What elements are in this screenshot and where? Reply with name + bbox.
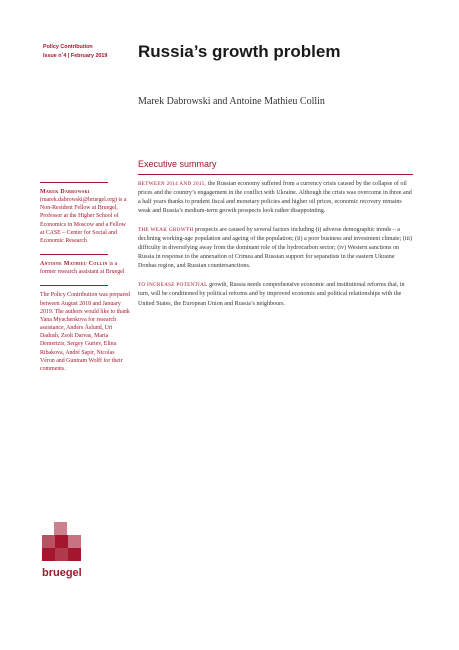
author1-note [40, 188, 130, 245]
sidebar-divider [40, 254, 108, 255]
paragraph-text: growth, Russia needs comprehensive economic and institutional reforms that, in turn, will be conditioned by political reforms and by improved economic and political relationships with the United States, the European Union and Russia’s neighbours. [138, 282, 405, 307]
page-title: Russia’s growth problem [138, 42, 341, 61]
bruegel-logo [40, 520, 85, 582]
paragraph-lead: THE WEAK GROWTH [138, 227, 194, 234]
summary-paragraph [138, 226, 414, 271]
bruegel-logo-mark [40, 520, 85, 582]
acknowledgement: The Policy Contribution was prepared between August 2018 and January 2019. The authors would like to thank Yana Myachenkova for research assistance, Anders Åslund, Uri Dadush, Zsolt Darvas, Maria Demertzis, Sergey Guriev, Elina Ribakova, André Sapir, Nicolas Véron and Guntram Wolff for their comments. [40, 292, 130, 372]
logo-wordmark: bruegel [42, 567, 82, 579]
summary-paragraph [138, 180, 414, 216]
section-heading: Executive summary [138, 159, 217, 169]
series-label [43, 43, 131, 61]
paragraph-text: the Russian economy suffered from a currency crisis caused by the collapse of oil prices and the country’s engagement in the conflict with Ukraine. Although the crisis was overcome in three and a half years thanks to prudent fiscal and monetary policies and higher oil prices, economic recovery remains weak and Russia’s medium-term growth prospects look rather disappointing. [138, 181, 412, 215]
executive-summary-body [138, 180, 414, 319]
paragraph-lead: TO INCREASE POTENTIAL [138, 282, 208, 289]
author2-bio: is a former research assistant at Bruegel [40, 261, 125, 276]
issue-number: Issue n˚4 | February 2019 [43, 53, 108, 59]
author1-bio: (marek.dabrowski@bruegel.org) is a Non-Resident Fellow at Bruegel, Professor at the Higher School of Economics in Moscow and a Fellow at CASE – Center for Social and Economic Research [40, 197, 127, 244]
sidebar-divider [40, 182, 108, 183]
section-divider [138, 174, 413, 175]
author2-name: Antoine Mathieu Collin [40, 261, 108, 268]
summary-paragraph [138, 281, 414, 308]
paragraph-lead: BETWEEN 2014 AND 2015, [138, 181, 207, 187]
authors-line: Marek Dabrowski and Antoine Mathieu Collin [138, 96, 325, 107]
sidebar [40, 182, 130, 382]
author1-name: Marek Dabrowski [40, 189, 90, 195]
series-name: Policy Contribution [43, 44, 93, 50]
paragraph-text: prospects are caused by several factors including (i) adverse demographic trends – a declining working-age population and ageing of the population; (ii) a poor business and investment climate; (iii) difficulty in diversifying away from the dominant role of the hydrocarbon sector; (iv) Western sanctions on Russia in response to the annexation of Crimea and Russian support for separatists in the eastern Ukraine Donbas region, and Russian countersanctions. [138, 227, 412, 270]
author2-note [40, 260, 130, 276]
sidebar-divider [40, 285, 108, 286]
